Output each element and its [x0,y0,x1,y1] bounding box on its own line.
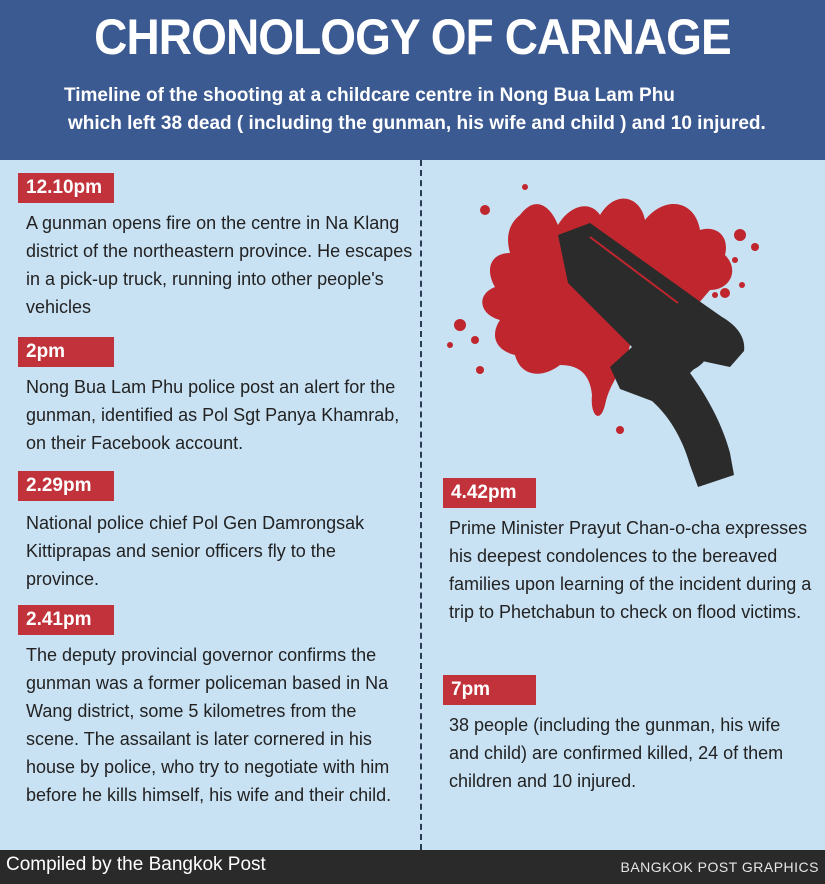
timeline-text: Prime Minister Prayut Chan-o-cha expresses his deepest condolences to the bereaved families upon learning of the incident during a trip to Phetchabun to check on flood victims. [449,518,812,622]
timeline-entry-442pm [443,478,813,626]
timeline-entry-7pm [443,675,813,795]
time-badge: 4.42pm [443,478,536,508]
subtitle-line-2: which left 38 dead ( including the gunman, his wife and child ) and 10 injured. [68,113,766,134]
column-divider [420,160,422,850]
time-badge: 2.41pm [18,605,114,635]
page-title: CHRONOLOGY OF CARNAGE [94,9,731,65]
subtitle-line-1: Timeline of the shooting at a childcare centre in Nong Bua Lam Phu [64,85,675,106]
timeline-entry-241pm [18,605,413,809]
time-badge: 7pm [443,675,536,705]
timeline-text: National police chief Pol Gen Damrongsak Kittiprapas and senior officers fly to the province. [26,513,365,589]
footer [0,850,825,884]
footer-credit: Compiled by the Bangkok Post [6,854,266,875]
timeline-entry-1210pm [18,173,413,321]
timeline-text: The deputy provincial governor confirms the gunman was a former policeman based in Na Wang district, some 5 kilometres from the scene. The assailant is later cornered in his house by police, who try to negotiate with him before he kills himself, his wife and their child. [26,645,392,805]
timeline-text: Nong Bua Lam Phu police post an alert for the gunman, identified as Pol Sgt Panya Khamrab, on their Facebook account. [26,377,400,453]
timeline-entry-2pm [18,337,413,457]
timeline-text: A gunman opens fire on the centre in Na Klang district of the northeastern province. He escapes in a pick-up truck, running into other people's vehicles [26,213,413,317]
time-badge: 2pm [18,337,114,367]
illustration [440,175,810,495]
time-badge: 12.10pm [18,173,114,203]
header [0,0,825,160]
timeline-text: 38 people (including the gunman, his wife and child) are confirmed killed, 24 of them children and 10 injured. [449,715,784,791]
time-badge: 2.29pm [18,471,114,501]
timeline-entry-229pm [18,471,413,593]
footer-graphics-credit: BANGKOK POST GRAPHICS [620,859,819,875]
page-subtitle [64,82,804,138]
